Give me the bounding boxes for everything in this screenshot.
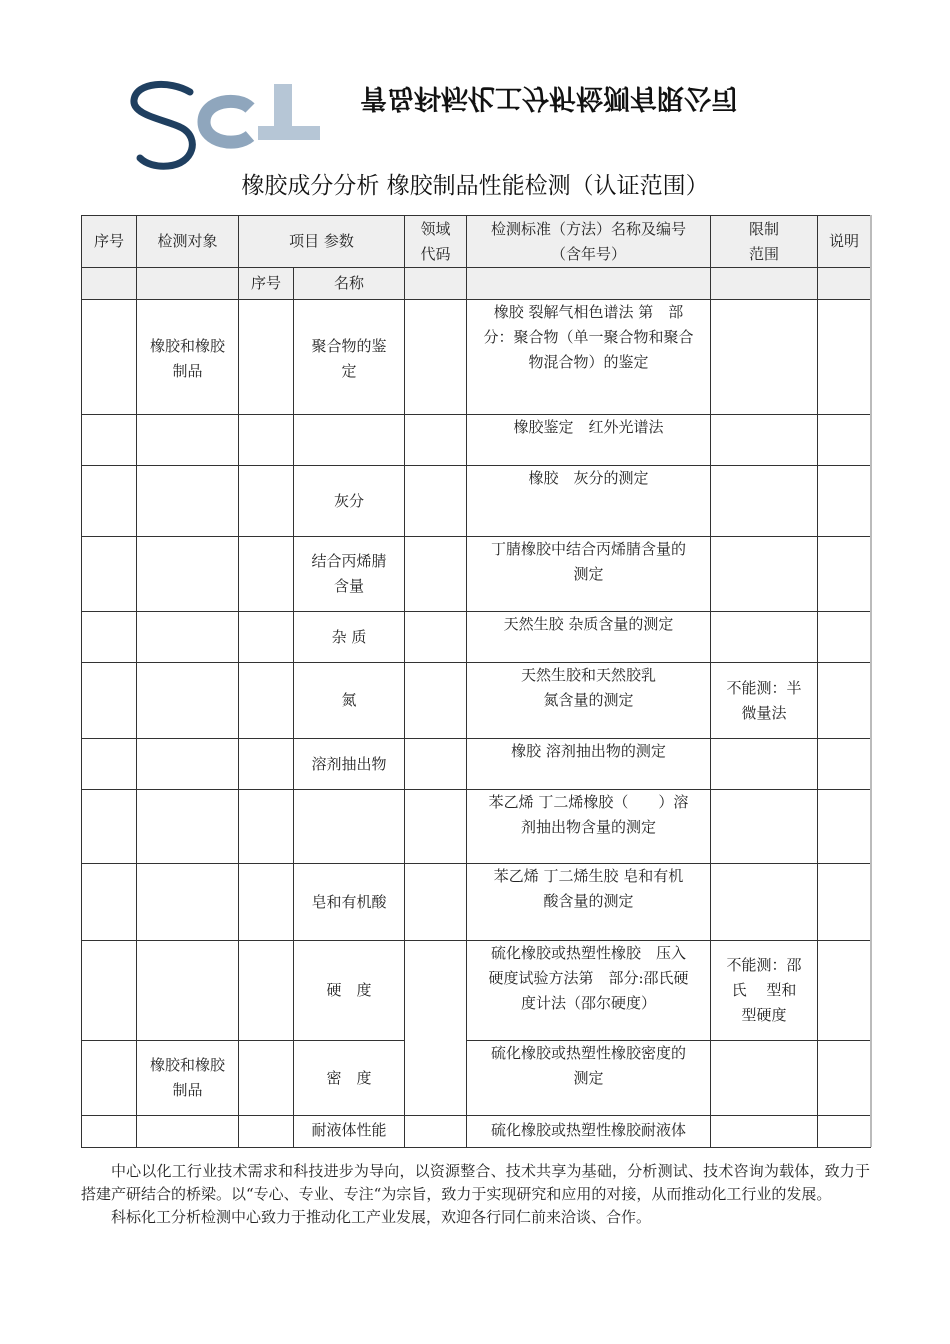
- cell-field-code: [405, 466, 467, 537]
- cell-field-code: [405, 537, 467, 612]
- subheader-name: 名称: [294, 268, 405, 300]
- cell-note: [818, 415, 871, 466]
- cell-field-code: [405, 864, 467, 941]
- header-limit-line1: 限制: [748, 219, 779, 238]
- header-standard: [467, 216, 711, 268]
- subheader-empty: [405, 268, 467, 300]
- cell-standard: 苯乙烯 丁二烯生胶 皂和有机 酸含量的测定: [467, 864, 711, 941]
- table-body: [82, 300, 871, 1148]
- cell-object: 橡胶和橡胶 制品: [137, 1041, 239, 1116]
- cell-object: [137, 415, 239, 466]
- cell-sub-seq: [239, 415, 294, 466]
- subheader-empty: [82, 268, 137, 300]
- cell-standard: 橡胶鉴定 红外光谱法: [467, 415, 711, 466]
- cell-field-code: [405, 1116, 467, 1148]
- cell-limit: [711, 415, 818, 466]
- cell-note: [818, 941, 871, 1041]
- table-row: [82, 1041, 871, 1116]
- cell-seq: [82, 1116, 137, 1148]
- sct-logo: [128, 78, 324, 170]
- cell-standard: 橡胶 溶剂抽出物的测定: [467, 739, 711, 790]
- cell-limit: [711, 739, 818, 790]
- cell-limit: [711, 612, 818, 663]
- cell-field-code: [405, 300, 467, 415]
- cell-standard: 橡胶 裂解气相色谱法 第 部 分：聚合物（单一聚合物和聚合 物混合物）的鉴定: [467, 300, 711, 415]
- cell-standard: 天然生胶和天然胶乳 氮含量的测定: [467, 663, 711, 739]
- cell-name: 灰分: [294, 466, 405, 537]
- header-object: 检测对象: [137, 216, 239, 268]
- subheader-empty: [818, 268, 871, 300]
- table-row: [82, 790, 871, 864]
- company-name: 青岛科标化工分析检测有限公司: [360, 82, 738, 113]
- cell-name: [294, 790, 405, 864]
- cell-limit: [711, 300, 818, 415]
- cell-object: [137, 739, 239, 790]
- table-row: [82, 663, 871, 739]
- cell-note: [818, 466, 871, 537]
- cell-object: [137, 612, 239, 663]
- cell-limit: [711, 1041, 818, 1116]
- header-standard-line1: 检测标准（方法）名称及编号: [490, 219, 686, 238]
- cell-note: [818, 739, 871, 790]
- table-row: [82, 415, 871, 466]
- cell-seq: [82, 941, 137, 1041]
- subheader-empty: [467, 268, 711, 300]
- cell-sub-seq: [239, 864, 294, 941]
- cell-name: 氮: [294, 663, 405, 739]
- cell-sub-seq: [239, 466, 294, 537]
- subheader-seq: 序号: [239, 268, 294, 300]
- subheader-empty: [711, 268, 818, 300]
- cell-sub-seq: [239, 663, 294, 739]
- cell-seq: [82, 790, 137, 864]
- footer-paragraph-2: 科标化工分析检测中心致力于推动化工产业发展，欢迎各行同仁前来洽谈、合作。: [111, 1208, 652, 1226]
- header-field-code: [405, 216, 467, 268]
- footer-text: [81, 1160, 870, 1229]
- header-standard-line2: （含年号）: [550, 244, 626, 263]
- cell-name: 聚合物的鉴 定: [294, 300, 405, 415]
- cell-note: [818, 300, 871, 415]
- cell-seq: [82, 1041, 137, 1116]
- cell-field-code: [405, 790, 467, 864]
- table-row: [82, 466, 871, 537]
- cell-field-code: [405, 663, 467, 739]
- header-seq: 序号: [82, 216, 137, 268]
- cell-name: 硬 度: [294, 941, 405, 1041]
- cell-seq: [82, 739, 137, 790]
- table-row: [82, 612, 871, 663]
- cell-seq: [82, 612, 137, 663]
- page-title: 橡胶成分分析 橡胶制品性能检测（认证范围）: [241, 173, 709, 199]
- cell-standard: 苯乙烯 丁二烯橡胶（ ）溶 剂抽出物含量的测定: [467, 790, 711, 864]
- cell-sub-seq: [239, 739, 294, 790]
- header-note: 说明: [818, 216, 871, 268]
- cell-sub-seq: [239, 300, 294, 415]
- cell-seq: [82, 466, 137, 537]
- cell-name: 杂 质: [294, 612, 405, 663]
- cell-limit: [711, 790, 818, 864]
- cell-name: 溶剂抽出物: [294, 739, 405, 790]
- cell-standard: 硫化橡胶或热塑性橡胶 压入 硬度试验方法第 部分:邵氏硬 度计法（邵尔硬度）: [467, 941, 711, 1041]
- cell-object: [137, 537, 239, 612]
- cell-object: [137, 1116, 239, 1148]
- cell-seq: [82, 864, 137, 941]
- cell-sub-seq: [239, 537, 294, 612]
- logo-letter-c: [204, 101, 250, 142]
- cell-name: 密 度: [294, 1041, 405, 1116]
- cell-sub-seq: [239, 612, 294, 663]
- subheader-empty: [137, 268, 239, 300]
- table-row: [82, 300, 871, 415]
- cell-seq: [82, 415, 137, 466]
- cell-field-code: [405, 612, 467, 663]
- table-subheader-row: [82, 268, 871, 300]
- cell-standard: 丁腈橡胶中结合丙烯腈含量的 测定: [467, 537, 711, 612]
- logo-letter-s: [134, 84, 192, 166]
- table-row: [82, 739, 871, 790]
- logo-letter-t: [258, 84, 320, 140]
- cell-note: [818, 864, 871, 941]
- cell-name: 结合丙烯腈 含量: [294, 537, 405, 612]
- cell-note: [818, 1041, 871, 1116]
- header-limit: [711, 216, 818, 268]
- table-row: [82, 1116, 871, 1148]
- cell-object: [137, 790, 239, 864]
- cell-sub-seq: [239, 1116, 294, 1148]
- cell-seq: [82, 300, 137, 415]
- cell-object: [137, 663, 239, 739]
- table-right-shadow: [870, 215, 872, 1147]
- cell-note: [818, 612, 871, 663]
- cell-object: [137, 941, 239, 1041]
- header-field-code-line1: 领域: [420, 219, 451, 238]
- table-row: [82, 537, 871, 612]
- cell-standard: 硫化橡胶或热塑性橡胶密度的 测定: [467, 1041, 711, 1116]
- cell-field-code: [405, 1041, 467, 1116]
- cell-object: [137, 864, 239, 941]
- cell-note: [818, 790, 871, 864]
- cell-seq: [82, 663, 137, 739]
- cell-seq: [82, 537, 137, 612]
- cell-sub-seq: [239, 1041, 294, 1116]
- cell-field-code: [405, 941, 467, 1041]
- table-row: [82, 941, 871, 1041]
- cell-field-code: [405, 415, 467, 466]
- cell-name: 皂和有机酸: [294, 864, 405, 941]
- cell-name: 耐液体性能: [294, 1116, 405, 1148]
- footer-paragraph-1: 中心以化工行业技术需求和科技进步为导向，以资源整合、技术共享为基础，分析测试、技术咨询为载体，致力于搭建产研结合的桥梁。以“专心、专业、专注“为宗旨，致力于实现研究和应用的对接，从而推动化工行业的发展。: [81, 1162, 870, 1203]
- scope-table: [81, 215, 871, 1148]
- cell-note: [818, 663, 871, 739]
- cell-name: [294, 415, 405, 466]
- header-item-param: 项目 参数: [239, 216, 405, 268]
- header-limit-line2: 范围: [748, 244, 779, 263]
- table-row: [82, 864, 871, 941]
- cell-standard: 硫化橡胶或热塑性橡胶耐液体: [467, 1116, 711, 1148]
- cell-note: [818, 1116, 871, 1148]
- table-header-row: [82, 216, 871, 268]
- cell-object: [137, 466, 239, 537]
- cell-sub-seq: [239, 941, 294, 1041]
- cell-limit: [711, 537, 818, 612]
- cell-standard: 橡胶 灰分的测定: [467, 466, 711, 537]
- header-field-code-line2: 代码: [420, 244, 451, 263]
- cell-limit: 不能测：邵 氏 型和 型硬度: [711, 941, 818, 1041]
- cell-field-code: [405, 739, 467, 790]
- cell-standard: 天然生胶 杂质含量的测定: [467, 612, 711, 663]
- cell-note: [818, 537, 871, 612]
- cell-object: 橡胶和橡胶 制品: [137, 300, 239, 415]
- cell-limit: 不能测：半 微量法: [711, 663, 818, 739]
- cell-sub-seq: [239, 790, 294, 864]
- cell-limit: [711, 466, 818, 537]
- cell-limit: [711, 864, 818, 941]
- cell-limit: [711, 1116, 818, 1148]
